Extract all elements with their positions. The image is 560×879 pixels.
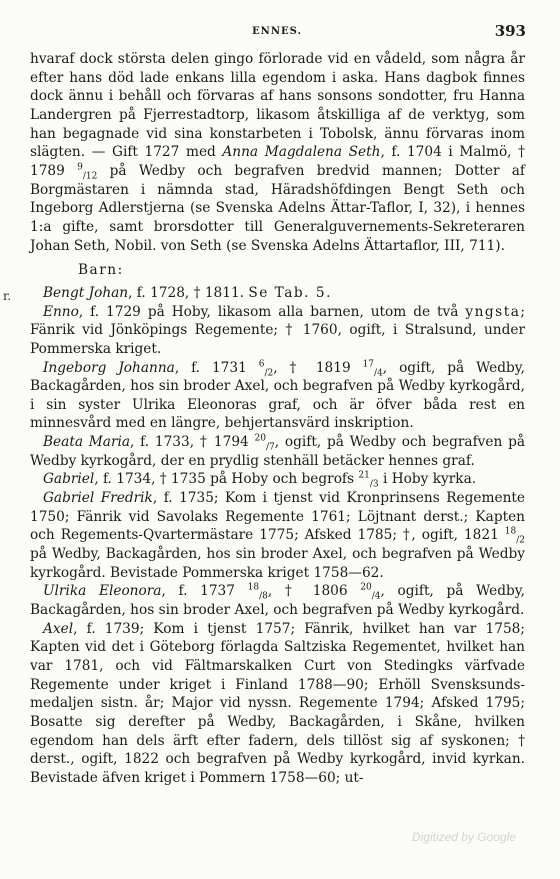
child-text-after: på Wedby, Backagården, hos sin broder Axel, och begrafven på Wedby kyrkogård. Bevistade Pommerska kriget 1758—62. <box>30 546 525 581</box>
child-text: , f. 1728, † 1811. <box>128 284 249 301</box>
child-text: , f. 1739; Kom i tjenst 1757; Fänrik, hvilket han var 1758; Kapten vid det i Göteborg förlagda Saltziska Regementet, hvilket han var 1781, och vid Fältmarskalken Curt von Stedingks värfvade Regemente under kriget i Finland 1788—90; Erhöll Svensksunds-medaljen sistn. år; Major vid nyssn. Regemente 1794; Afsked 1795; Bosatte sig derefter på Wedby, Backagården, i Skåne, hvilken egendom han dels ärft efter fadern, dels tillöst sig af syskonen; † derst., ogift, 1822 och begrafven på Wedby kyrkogård, invid kyrkan. Bevistade äfven kriget i Pommern 1758—60; ut- <box>30 620 525 786</box>
body-text <box>30 50 525 788</box>
child-text: , f. 1737 <box>161 583 248 600</box>
death-day: 9 <box>77 162 83 173</box>
child-text-after: , ogift, på Wedby, Backagården, hos sin broder Axel, och begrafven på Wedby kyrkogård. <box>30 583 525 619</box>
child-name: Axel <box>43 620 74 637</box>
children-heading: Barn: <box>78 262 124 279</box>
child-text-after: , ogift, på Wedby och begrafven på Wedby kyrkogård, der en prydlig stenhäll betäcker hennes graf. <box>30 434 526 469</box>
child-name: Beata Maria <box>43 434 131 451</box>
burial-day: 21 <box>358 470 370 481</box>
child-text: , f. 1735; Kom i tjenst vid Kronprinsens Regemente 1750; Fänrik vid Savolaks Regemente 1761; Löjtnant derst.; Kapten och Regements-Qvartermästare 1775; Afsked 1785; †, ogift, 1821 <box>30 490 525 544</box>
death-day: 20 <box>254 433 266 444</box>
child-entry <box>30 489 525 582</box>
child-text-after: ; Fänrik vid Jönköpings Regemente; † 1760, ogift, i Stralsund, under Pommerska kriget. <box>30 303 525 357</box>
intro-text-2: , f. 1704 i Malmö, † 1789 <box>30 144 525 179</box>
death-month: /2 <box>516 536 525 547</box>
child-text-mid: , † 1819 <box>273 359 363 376</box>
child-text: , f. 1733, † 1794 <box>130 434 255 451</box>
death-month: /4 <box>371 592 381 603</box>
page-header <box>28 22 526 42</box>
child-name: Bengt Johan <box>43 284 129 301</box>
intro-text-3: på Wedby och begrafven bredvid mannen; Dotter af Borgmästaren i nämnda stad, Häradshöfdingen Bengt Seth och Ingeborg Adlerstjerna (se Svenska Adelns Ättar-Taflor, I, 32), i hennes 1:a gifte, samt brorsdotter till Generalguvernements-Sekreteraren Johan Seth, Nobil. von Seth (se Svenska Adelns Ättartaflor, III, 711). <box>30 162 525 254</box>
child-name: Gabriel <box>43 471 95 488</box>
digitization-watermark: Digitized by Google <box>411 830 516 844</box>
birth-month: /8 <box>259 592 268 603</box>
death-day: 20 <box>360 582 372 593</box>
child-name: Enno <box>43 303 79 320</box>
running-head: ENNES. <box>252 26 302 37</box>
birth-day: 18 <box>247 582 260 593</box>
burial-month: /3 <box>369 480 379 491</box>
child-name: Ulrika Eleonora <box>43 583 162 600</box>
death-month: /7 <box>265 442 275 453</box>
page-number: 393 <box>494 22 526 40</box>
child-name: Ingeborg Johanna <box>43 359 175 376</box>
child-entry <box>30 620 525 788</box>
child-text-mid: , † 1806 <box>267 583 361 600</box>
death-month: /4 <box>374 368 383 379</box>
child-text: , f. 1734, † 1735 på Hoby och begrofs <box>94 471 359 488</box>
birth-day: 6 <box>258 358 265 369</box>
child-entry <box>30 303 525 359</box>
child-name: Gabriel Fredrik <box>43 490 153 507</box>
table-reference: Se Tab. 5. <box>248 284 332 301</box>
child-entry <box>30 582 525 619</box>
margin-annotation: r. <box>3 289 12 303</box>
child-entry <box>30 470 525 489</box>
intro-paragraph <box>30 50 525 255</box>
child-entry <box>30 359 525 434</box>
death-day: 18 <box>504 526 517 537</box>
intro-text-1: hvaraf dock största delen gingo förlorade vid en vådeld, som några år efter hans död lade enkans lilla egendom i aska. Hans dagbok finnes dock ännu i behåll och förvaras af hans sonsons sondotter, fru Hanna Landergren på Fjerrestadtorp, likasom åtskilliga af de verktyg, som han begagnade vid sina konstarbeten i Tobolsk, ännu förvaras inom slägten. — Gift 1727 med <box>30 51 525 161</box>
child-text-after: , ogift, på Wedby, Backagården, hos sin broder Axel, och begrafven på Wedby kyrkogård, i sin syster Ulrika Eleonoras graf, och är öfver båda rest en minnesvård med en längre, behjertansvärd inskription. <box>30 359 525 432</box>
child-entry <box>30 284 525 303</box>
child-entry <box>30 433 525 470</box>
child-text: , f. 1731 <box>174 359 259 376</box>
spouse-name: Anna Magdalena Seth <box>222 144 381 161</box>
birth-month: /2 <box>264 368 274 379</box>
death-day: 17 <box>362 358 375 369</box>
spaced-word: yngsta <box>465 303 521 320</box>
child-text-after: i Hoby kyrka. <box>378 471 477 488</box>
death-month: /12 <box>82 171 98 182</box>
child-text: , f. 1729 på Hoby, likasom alla barnen, utom de två <box>78 303 466 320</box>
